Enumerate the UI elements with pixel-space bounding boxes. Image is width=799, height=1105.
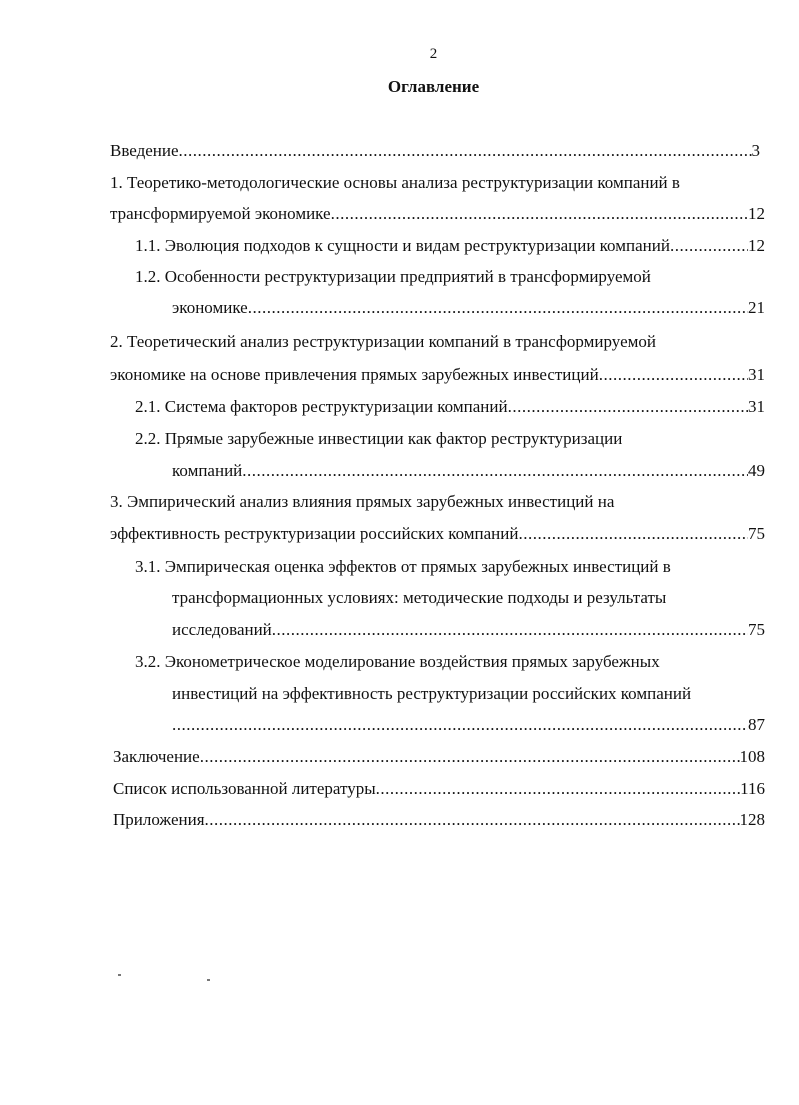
toc-entry-title: эффективность реструктуризации российских компаний (110, 524, 519, 543)
dot-leader (172, 714, 748, 736)
toc-entry-title: компаний (172, 461, 243, 480)
toc-entry-title: Список использованной литературы (113, 779, 376, 798)
toc-entry-title: 2.1. Система факторов реструктуризации компаний (135, 397, 508, 416)
toc-chapter-2-line1: 2. Теоретический анализ реструктуризации компаний в трансформируемой (110, 332, 656, 351)
scan-artifact (118, 974, 121, 976)
toc-entry-page: 21 (748, 298, 765, 317)
toc-entry-page: 12 (748, 236, 765, 255)
dot-leader (331, 203, 748, 225)
toc-entry-page: 128 (739, 810, 765, 829)
toc-entry-title: Введение (110, 141, 179, 160)
toc-section-3-2-line2: инвестиций на эффективность реструктуризации российских компаний (172, 684, 692, 703)
dot-leader (376, 778, 740, 800)
toc-entry-page: 116 (740, 779, 765, 798)
toc-section-3-1-line2: трансформационных условиях: методические подходы и результаты (172, 588, 667, 607)
toc-section-2-1 (135, 396, 765, 418)
toc-chapter-1-line1: 1. Теоретико-методологические основы анализа реструктуризации компаний в (110, 173, 680, 192)
toc-entry-page: 12 (748, 204, 765, 223)
toc-chapter-3 (110, 523, 765, 545)
toc-chapter-2 (110, 364, 765, 386)
toc-entry-conclusion (113, 746, 765, 768)
toc-entry-title: Заключение (113, 747, 200, 766)
toc-chapter-3-line1: 3. Эмпирический анализ влияния прямых зарубежных инвестиций на (110, 492, 615, 511)
scan-artifact (207, 979, 210, 981)
toc-entry-page: 3 (751, 141, 760, 160)
toc-section-2-2-line1: 2.2. Прямые зарубежные инвестиции как фактор реструктуризации (135, 429, 623, 448)
toc-entry-page: 75 (748, 620, 765, 639)
dot-leader (179, 140, 752, 162)
toc-section-3-2 (172, 714, 765, 736)
dot-leader (205, 809, 740, 831)
dot-leader (200, 746, 740, 768)
toc-chapter-1 (110, 203, 765, 225)
toc-entry-page: 108 (739, 747, 765, 766)
dot-leader (242, 460, 748, 482)
dot-leader (508, 396, 748, 418)
dot-leader (670, 235, 748, 257)
toc-entry-title: экономике (172, 298, 248, 317)
toc-entry-intro (110, 140, 760, 162)
dot-leader (272, 619, 748, 641)
toc-entry-title: экономике на основе привлечения прямых зарубежных инвестиций (110, 365, 599, 384)
toc-section-1-2 (172, 297, 765, 319)
dot-leader (518, 523, 748, 545)
toc-entry-page: 49 (748, 461, 765, 480)
toc-section-3-1-line1: 3.1. Эмпирическая оценка эффектов от прямых зарубежных инвестиций в (135, 557, 671, 576)
toc-entry-page: 31 (748, 365, 765, 384)
dot-leader (248, 297, 748, 319)
toc-section-2-2 (172, 460, 765, 482)
toc-entry-title: Приложения (113, 810, 205, 829)
toc-entry-references (113, 778, 765, 800)
toc-section-3-2-line1: 3.2. Эконометрическое моделирование воздействия прямых зарубежных (135, 652, 660, 671)
toc-entry-appendix (113, 809, 765, 831)
toc-entry-page: 87 (748, 715, 765, 734)
dot-leader (599, 364, 748, 386)
toc-entry-page: 31 (748, 397, 765, 416)
toc-entry-title: трансформируемой экономике (110, 204, 331, 223)
toc-entry-title: исследований (172, 620, 272, 639)
toc-entry-page: 75 (748, 524, 765, 543)
toc-section-1-1 (135, 235, 765, 257)
page-number: 2 (429, 46, 438, 62)
toc-section-1-2-line1: 1.2. Особенности реструктуризации предприятий в трансформируемой (135, 267, 651, 286)
toc-section-3-1 (172, 619, 765, 641)
toc-entry-title: 1.1. Эволюция подходов к сущности и видам реструктуризации компаний (135, 236, 670, 255)
toc-title: Оглавление (387, 77, 480, 96)
